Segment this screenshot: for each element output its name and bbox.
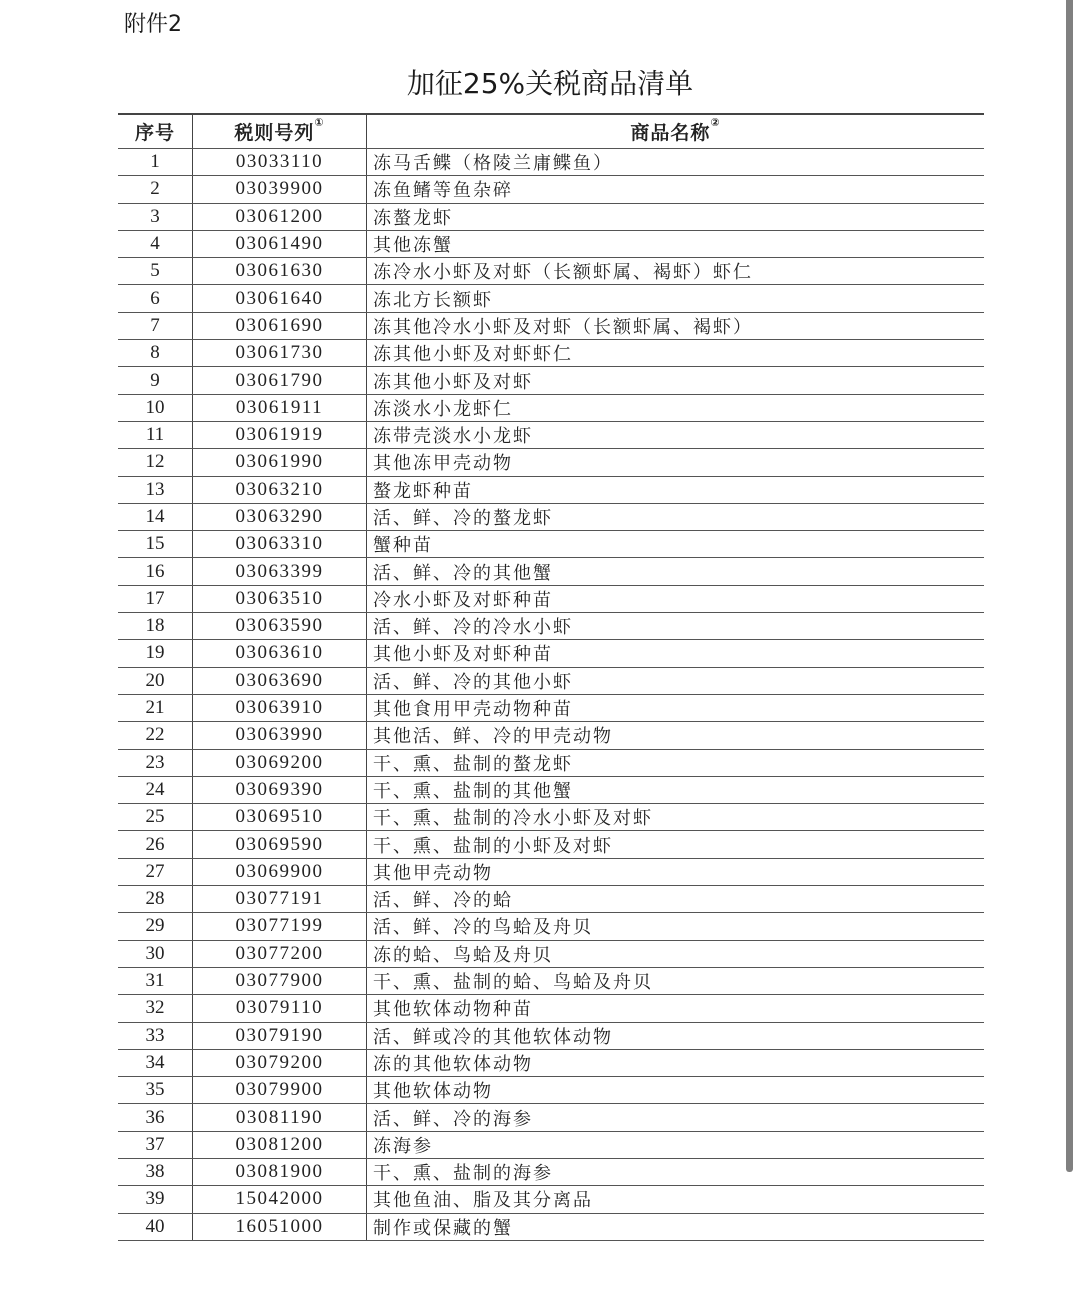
cell-tariff-code: 03061490 (193, 230, 367, 257)
cell-serial-number: 6 (118, 285, 193, 312)
cell-serial-number: 24 (118, 776, 193, 803)
cell-serial-number: 27 (118, 858, 193, 885)
cell-tariff-code: 03063910 (193, 694, 367, 721)
cell-serial-number: 8 (118, 340, 193, 367)
cell-serial-number: 18 (118, 613, 193, 640)
cell-goods-name: 其他食用甲壳动物种苗 (367, 694, 985, 721)
cell-goods-name: 活、鲜、冷的海参 (367, 1104, 985, 1131)
cell-tariff-code: 03069900 (193, 858, 367, 885)
table-row (118, 230, 984, 257)
cell-goods-name: 活、鲜、冷的其他蟹 (367, 558, 985, 585)
cell-goods-name: 蟹种苗 (367, 531, 985, 558)
document-title: 加征25%关税商品清单 (406, 67, 694, 100)
header-goods-name (367, 114, 985, 149)
cell-goods-name: 冻螯龙虾 (367, 203, 985, 230)
cell-serial-number: 23 (118, 749, 193, 776)
table-row (118, 776, 984, 803)
table-row (118, 285, 984, 312)
table-row (118, 394, 984, 421)
cell-serial-number: 14 (118, 503, 193, 530)
cell-goods-name: 冻的其他软体动物 (367, 1049, 985, 1076)
cell-tariff-code: 03063399 (193, 558, 367, 585)
cell-serial-number: 39 (118, 1186, 193, 1213)
table-row (118, 831, 984, 858)
table-row (118, 995, 984, 1022)
cell-serial-number: 20 (118, 667, 193, 694)
cell-goods-name: 其他软体动物 (367, 1077, 985, 1104)
table-row (118, 203, 984, 230)
cell-tariff-code: 03061790 (193, 367, 367, 394)
table-row (118, 640, 984, 667)
cell-goods-name: 冻海参 (367, 1131, 985, 1158)
cell-tariff-code: 03079900 (193, 1077, 367, 1104)
cell-tariff-code: 03079200 (193, 1049, 367, 1076)
cell-goods-name: 活、鲜、冷的其他小虾 (367, 667, 985, 694)
cell-serial-number: 33 (118, 1022, 193, 1049)
cell-goods-name: 其他鱼油、脂及其分离品 (367, 1186, 985, 1213)
cell-serial-number: 9 (118, 367, 193, 394)
cell-tariff-code: 03079190 (193, 1022, 367, 1049)
table-row (118, 722, 984, 749)
cell-serial-number: 26 (118, 831, 193, 858)
footnote-marker-1: ① (314, 116, 325, 129)
cell-tariff-code: 03063290 (193, 503, 367, 530)
table-row (118, 258, 984, 285)
table-row (118, 558, 984, 585)
cell-tariff-code: 03063310 (193, 531, 367, 558)
cell-goods-name: 干、熏、盐制的蛤、鸟蛤及舟贝 (367, 967, 985, 994)
cell-goods-name: 干、熏、盐制的螯龙虾 (367, 749, 985, 776)
cell-tariff-code: 03069200 (193, 749, 367, 776)
cell-goods-name: 冷水小虾及对虾种苗 (367, 585, 985, 612)
table-row (118, 449, 984, 476)
cell-serial-number: 30 (118, 940, 193, 967)
header-goods-name-label: 商品名称 (630, 122, 711, 144)
cell-tariff-code: 03063510 (193, 585, 367, 612)
table-row (118, 421, 984, 448)
cell-serial-number: 10 (118, 394, 193, 421)
table-row (118, 940, 984, 967)
cell-goods-name: 其他甲壳动物 (367, 858, 985, 885)
cell-goods-name: 冻马舌鲽（格陵兰庸鲽鱼） (367, 149, 985, 176)
cell-tariff-code: 03081900 (193, 1158, 367, 1185)
cell-serial-number: 11 (118, 421, 193, 448)
cell-serial-number: 21 (118, 694, 193, 721)
header-tariff-code (193, 114, 367, 149)
cell-goods-name: 活、鲜、冷的鸟蛤及舟贝 (367, 913, 985, 940)
cell-tariff-code: 03063690 (193, 667, 367, 694)
cell-serial-number: 7 (118, 312, 193, 339)
cell-tariff-code: 03061919 (193, 421, 367, 448)
cell-tariff-code: 03069510 (193, 804, 367, 831)
cell-tariff-code: 15042000 (193, 1186, 367, 1213)
cell-goods-name: 冻冷水小虾及对虾（长额虾属、褐虾）虾仁 (367, 258, 985, 285)
tariff-goods-table (118, 113, 984, 1241)
cell-serial-number: 32 (118, 995, 193, 1022)
cell-goods-name: 其他冻蟹 (367, 230, 985, 257)
cell-goods-name: 干、熏、盐制的小虾及对虾 (367, 831, 985, 858)
cell-tariff-code: 03077900 (193, 967, 367, 994)
table-row (118, 858, 984, 885)
cell-tariff-code: 03061730 (193, 340, 367, 367)
cell-tariff-code: 03063210 (193, 476, 367, 503)
cell-tariff-code: 03077191 (193, 886, 367, 913)
cell-goods-name: 冻淡水小龙虾仁 (367, 394, 985, 421)
table-row (118, 913, 984, 940)
cell-tariff-code: 03081190 (193, 1104, 367, 1131)
table-row (118, 312, 984, 339)
table-row (118, 967, 984, 994)
cell-serial-number: 3 (118, 203, 193, 230)
table-row (118, 1104, 984, 1131)
cell-tariff-code: 16051000 (193, 1213, 367, 1240)
cell-goods-name: 干、熏、盐制的海参 (367, 1158, 985, 1185)
table-row (118, 749, 984, 776)
cell-serial-number: 1 (118, 149, 193, 176)
cell-tariff-code: 03061690 (193, 312, 367, 339)
cell-serial-number: 2 (118, 176, 193, 203)
cell-serial-number: 4 (118, 230, 193, 257)
footnote-marker-2: ② (710, 116, 721, 129)
cell-goods-name: 干、熏、盐制的其他蟹 (367, 776, 985, 803)
table-row (118, 1077, 984, 1104)
cell-tariff-code: 03079110 (193, 995, 367, 1022)
cell-goods-name: 其他软体动物种苗 (367, 995, 985, 1022)
cell-serial-number: 17 (118, 585, 193, 612)
cell-goods-name: 冻的蛤、鸟蛤及舟贝 (367, 940, 985, 967)
cell-tariff-code: 03033110 (193, 149, 367, 176)
cell-serial-number: 40 (118, 1213, 193, 1240)
table-row (118, 531, 984, 558)
table-row (118, 804, 984, 831)
cell-goods-name: 活、鲜、冷的蛤 (367, 886, 985, 913)
cell-tariff-code: 03063990 (193, 722, 367, 749)
table-row (118, 1022, 984, 1049)
cell-goods-name: 冻其他小虾及对虾虾仁 (367, 340, 985, 367)
cell-goods-name: 活、鲜或冷的其他软体动物 (367, 1022, 985, 1049)
cell-serial-number: 38 (118, 1158, 193, 1185)
cell-tariff-code: 03061640 (193, 285, 367, 312)
cell-goods-name: 螯龙虾种苗 (367, 476, 985, 503)
header-serial-number-label: 序号 (134, 122, 175, 144)
cell-serial-number: 35 (118, 1077, 193, 1104)
table-row (118, 585, 984, 612)
cell-goods-name: 其他冻甲壳动物 (367, 449, 985, 476)
table-row (118, 1213, 984, 1240)
cell-serial-number: 5 (118, 258, 193, 285)
vertical-scrollbar[interactable] (1066, 0, 1073, 1172)
cell-serial-number: 22 (118, 722, 193, 749)
cell-serial-number: 37 (118, 1131, 193, 1158)
table-row (118, 667, 984, 694)
table-row (118, 1158, 984, 1185)
table-body (118, 149, 984, 1241)
cell-serial-number: 25 (118, 804, 193, 831)
cell-serial-number: 29 (118, 913, 193, 940)
cell-serial-number: 16 (118, 558, 193, 585)
cell-tariff-code: 03081200 (193, 1131, 367, 1158)
table-row (118, 886, 984, 913)
table-row (118, 1049, 984, 1076)
cell-goods-name: 冻其他小虾及对虾 (367, 367, 985, 394)
cell-tariff-code: 03077200 (193, 940, 367, 967)
cell-serial-number: 15 (118, 531, 193, 558)
table-row (118, 694, 984, 721)
cell-goods-name: 制作或保藏的蟹 (367, 1213, 985, 1240)
cell-goods-name: 冻其他冷水小虾及对虾（长额虾属、褐虾） (367, 312, 985, 339)
table-row (118, 149, 984, 176)
cell-goods-name: 冻鱼鳍等鱼杂碎 (367, 176, 985, 203)
cell-tariff-code: 03061200 (193, 203, 367, 230)
cell-goods-name: 其他小虾及对虾种苗 (367, 640, 985, 667)
cell-tariff-code: 03077199 (193, 913, 367, 940)
cell-tariff-code: 03069590 (193, 831, 367, 858)
table-row (118, 340, 984, 367)
table-row (118, 613, 984, 640)
cell-goods-name: 其他活、鲜、冷的甲壳动物 (367, 722, 985, 749)
cell-tariff-code: 03061911 (193, 394, 367, 421)
table-row (118, 476, 984, 503)
cell-serial-number: 34 (118, 1049, 193, 1076)
cell-tariff-code: 03069390 (193, 776, 367, 803)
table-header-row (118, 114, 984, 149)
cell-tariff-code: 03063610 (193, 640, 367, 667)
cell-serial-number: 31 (118, 967, 193, 994)
table-row (118, 176, 984, 203)
header-serial-number (118, 114, 193, 149)
attachment-label: 附件2 (124, 12, 182, 37)
cell-serial-number: 36 (118, 1104, 193, 1131)
table-row (118, 367, 984, 394)
cell-serial-number: 28 (118, 886, 193, 913)
cell-tariff-code: 03061990 (193, 449, 367, 476)
cell-serial-number: 13 (118, 476, 193, 503)
cell-goods-name: 冻北方长额虾 (367, 285, 985, 312)
cell-goods-name: 活、鲜、冷的螯龙虾 (367, 503, 985, 530)
cell-goods-name: 冻带壳淡水小龙虾 (367, 421, 985, 448)
cell-tariff-code: 03039900 (193, 176, 367, 203)
cell-goods-name: 干、熏、盐制的冷水小虾及对虾 (367, 804, 985, 831)
cell-serial-number: 19 (118, 640, 193, 667)
cell-tariff-code: 03063590 (193, 613, 367, 640)
table-row (118, 1186, 984, 1213)
header-tariff-code-label: 税则号列 (234, 122, 315, 144)
table-row (118, 503, 984, 530)
cell-serial-number: 12 (118, 449, 193, 476)
cell-goods-name: 活、鲜、冷的冷水小虾 (367, 613, 985, 640)
cell-tariff-code: 03061630 (193, 258, 367, 285)
table-row (118, 1131, 984, 1158)
